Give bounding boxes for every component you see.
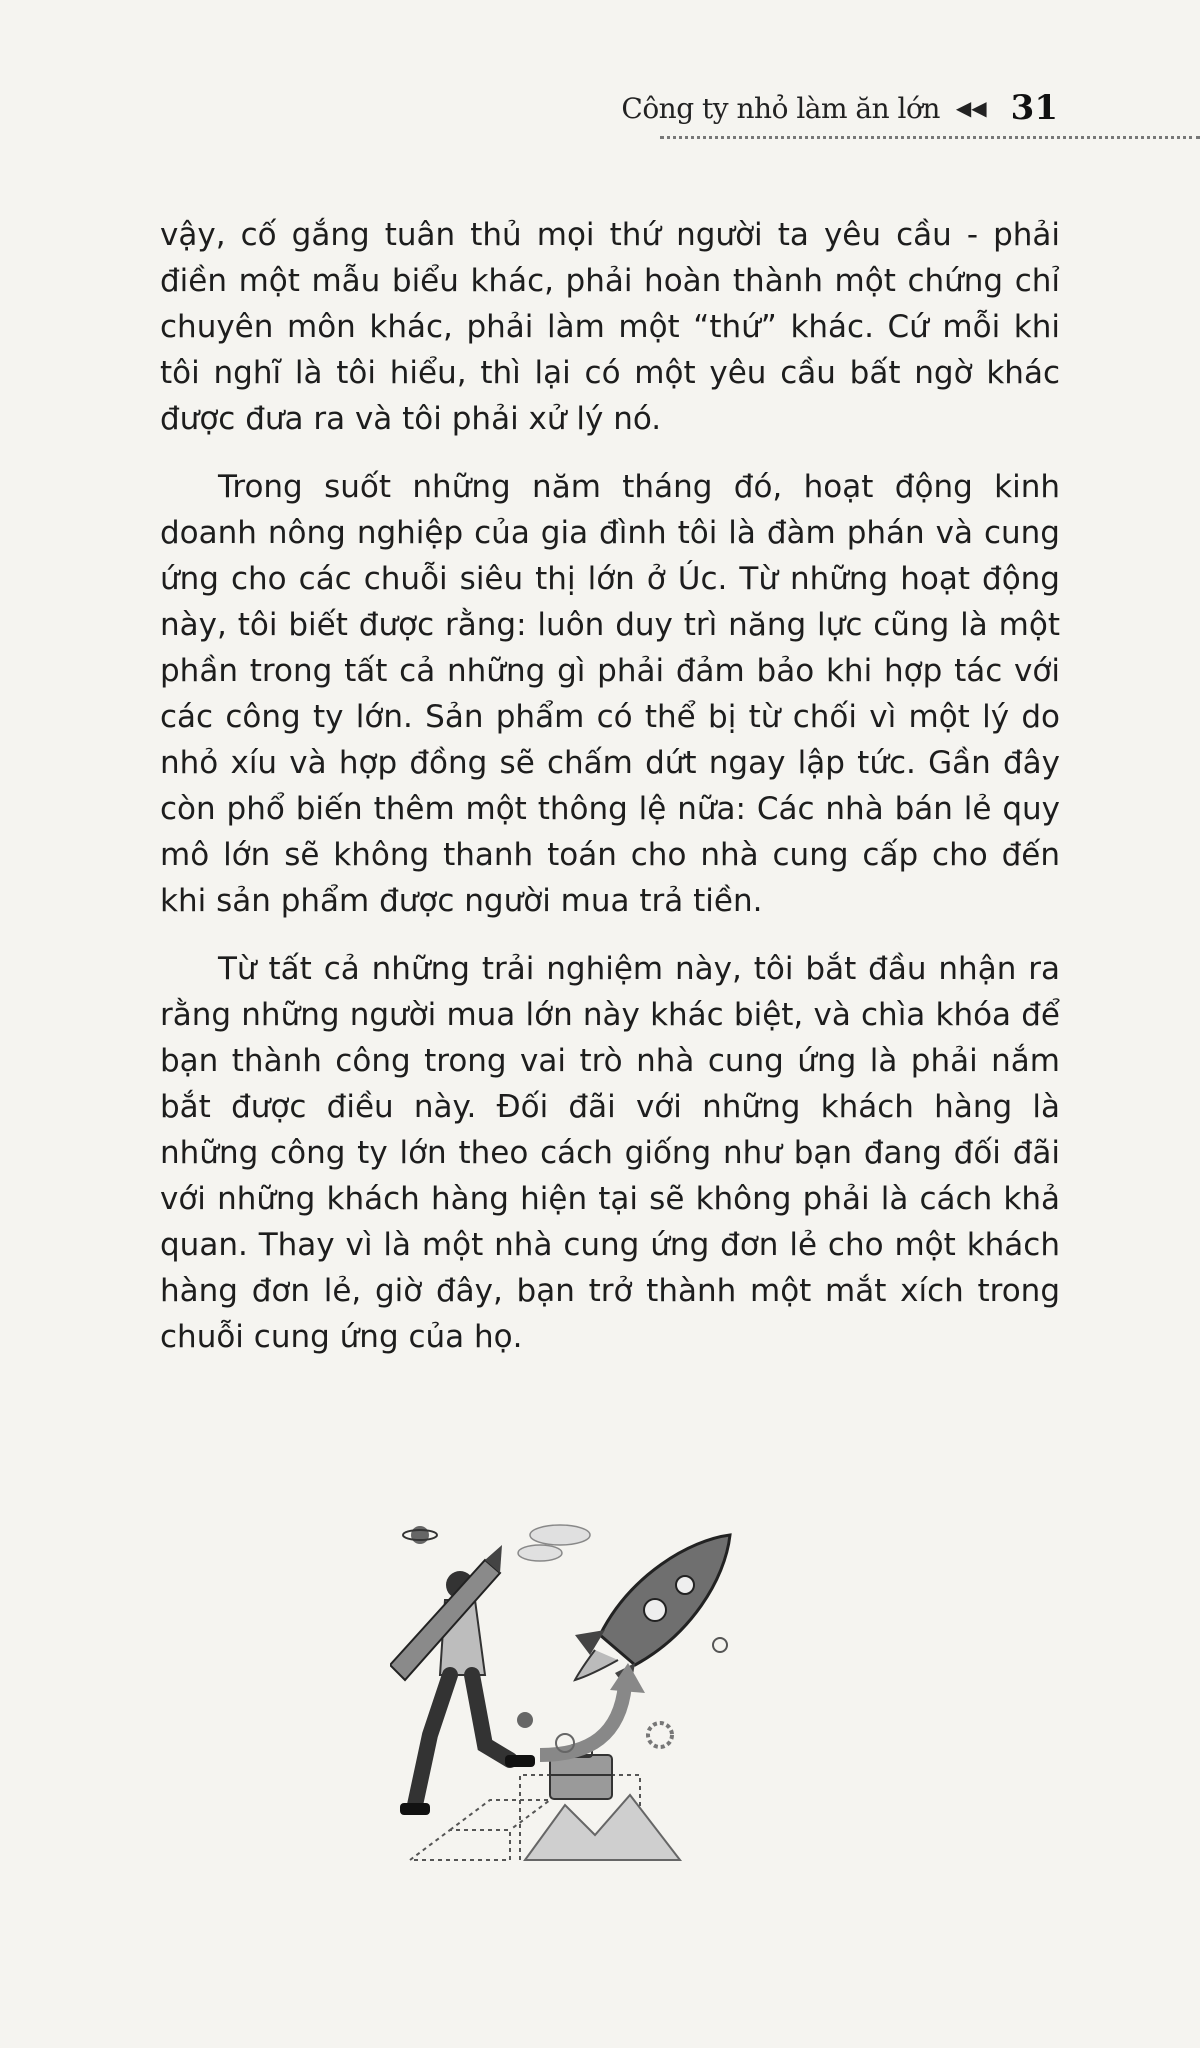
paragraph-2: Trong suốt những năm tháng đó, hoạt động kinh doanh nông nghiệp của gia đình tôi là đàm phán và cung ứng cho các chuỗi siêu thị lớn ở Úc. Từ những hoạt động này, tôi biết được rằng: luôn duy trì năng lực cũng là một phần trong tất cả những gì phải đảm bảo khi hợp tác với các công ty lớn. Sản phẩm có thể bị từ chối vì một lý do nhỏ xíu và hợp đồng sẽ chấm dứt ngay lập tức. Gần đây còn phổ biến thêm một thông lệ nữa: Các nhà bán lẻ quy mô lớn sẽ không thanh toán cho nhà cung cấp cho đến khi sản phẩm được người mua trả tiền. bbox=[160, 469, 1060, 919]
header-divider bbox=[660, 136, 1200, 139]
climber-rocket-illustration bbox=[390, 1505, 760, 1875]
body-text bbox=[160, 212, 1060, 1360]
planet-icon bbox=[403, 1526, 437, 1544]
rocket-icon bbox=[575, 1535, 730, 1693]
curved-arrow-icon bbox=[540, 1685, 625, 1755]
page-number: 31 bbox=[1010, 88, 1058, 128]
climbing-person-icon bbox=[390, 1545, 535, 1815]
paragraph-1: vậy, cố gắng tuân thủ mọi thứ người ta yêu cầu - phải điền một mẫu biểu khác, phải hoàn thành một chứng chỉ chuyên môn khác, phải làm một “thứ” khác. Cứ mỗi khi tôi nghĩ là tôi hiểu, thì lại có một yêu cầu bất ngờ khác được đưa ra và tôi phải xử lý nó. bbox=[160, 217, 1060, 437]
double-arrow-left-icon: ◀◀ bbox=[955, 96, 987, 120]
paragraph-3: Từ tất cả những trải nghiệm này, tôi bắt đầu nhận ra rằng những người mua lớn này khác biệt, và chìa khóa để bạn thành công trong vai trò nhà cung ứng là phải nắm bắt được điều này. Đối đãi với những khách hàng là những công ty lớn theo cách giống như bạn đang đối đãi với những khách hàng hiện tại sẽ không phải là cách khả quan. Thay vì là một nhà cung ứng đơn lẻ cho một khách hàng đơn lẻ, giờ đây, bạn trở thành một mắt xích trong chuỗi cung ứng của họ. bbox=[160, 951, 1060, 1355]
running-head bbox=[621, 88, 1058, 128]
gear-icon bbox=[648, 1723, 672, 1747]
running-title: Công ty nhỏ làm ăn lớn bbox=[621, 91, 940, 125]
